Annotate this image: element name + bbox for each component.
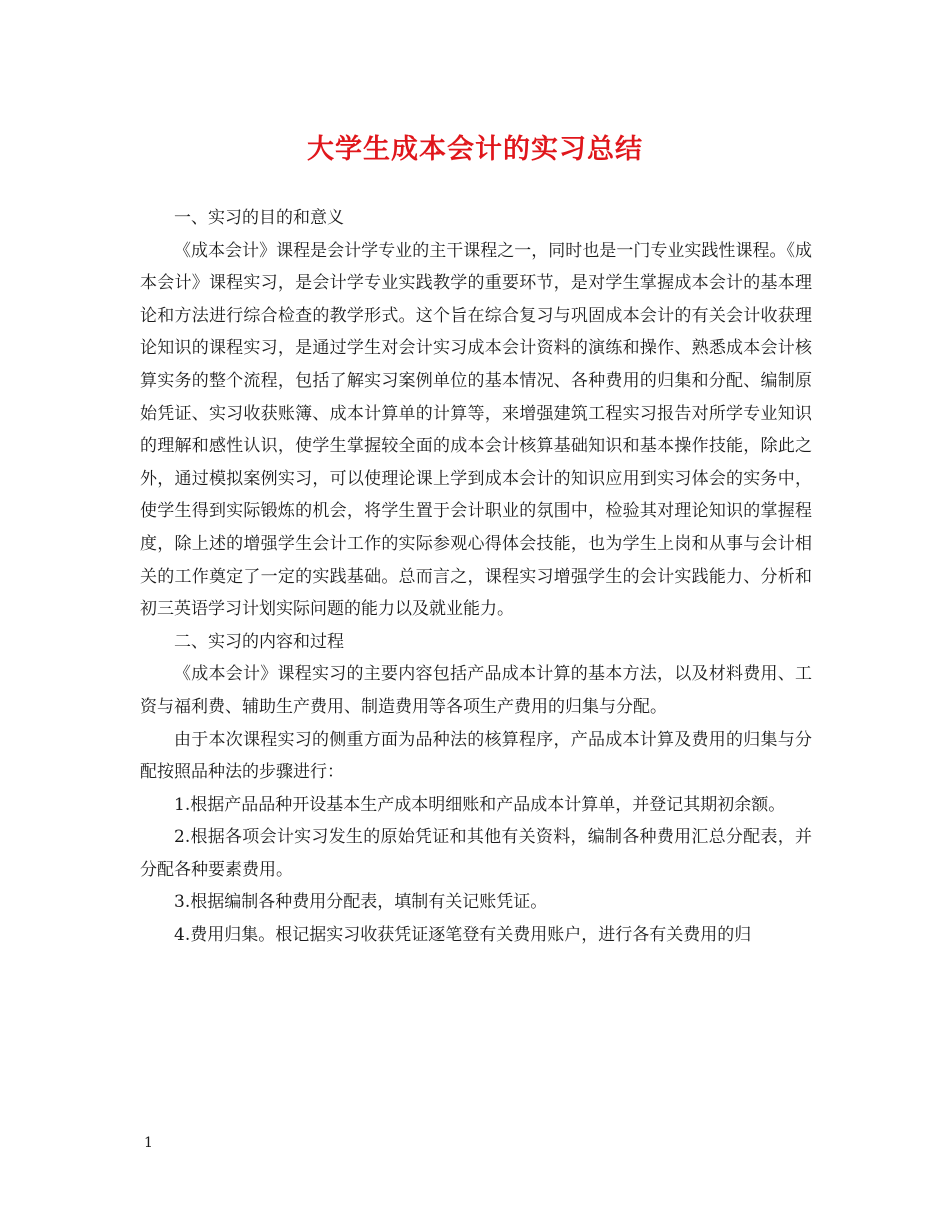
body-paragraph: 由于本次课程实习的侧重方面为品种法的核算程序，产品成本计算及费用的归集与分配按照品种法的步骤进行： — [140, 729, 812, 783]
body-paragraph: 《成本会计》课程是会计学专业的主干课程之一，同时也是一门专业实践性课程。《成本会计》课程实习，是会计学专业实践教学的重要环节，是对学生掌握成本会计的基本理论和方法进行综合检查的教学形式。这个旨在综合复习与巩固成本会计的有关会计收获理论知识的课程实习，是通过学生对会计实习成本会计资料的演练和操作、熟悉成本会计核算实务的整个流程，包括了解实习案例单位的基本情况、各种费用的归集和分配、编制原始凭证、实习收获账簿、成本计算单的计算等，来增强建筑工程实习报告对所学专业知识的理解和感性认识，使学生掌握较全面的成本会计核算基础知识和基本操作技能，除此之外，通过模拟案例实习，可以使理论课上学到成本会计的知识应用到实习体会的实务中，使学生得到实际锻炼的机会，将学生置于会计职业的氛围中，检验其对理论知识的掌握程度，除上述的增强学生会计工作的实际参观心得体会技能，也为学生上岗和从事与会计相关的工作奠定了一定的实践基础。总而言之，课程实习增强学生的会计实践能力、分析和初三英语学习计划实际问题的能力以及就业能力。 — [140, 240, 812, 620]
list-item: 3.根据编制各种费用分配表，填制有关记账凭证。 — [174, 892, 548, 913]
document-body — [140, 202, 812, 952]
body-paragraph: 《成本会计》课程实习的主要内容包括产品成本计算的基本方法，以及材料费用、工资与福利费、辅助生产费用、制造费用等各项生产费用的归集与分配。 — [140, 664, 812, 717]
document-title: 大学生成本会计的实习总结 — [307, 134, 643, 165]
list-item: 4.费用归集。根记据实习收获凭证逐笔登有关费用账户，进行各有关费用的归 — [174, 925, 752, 946]
list-item: 2.根据各项会计实习发生的原始凭证和其他有关资料，编制各种费用汇总分配表，并分配各种要素费用。 — [140, 827, 812, 880]
page-number: 1 — [144, 1135, 153, 1151]
section-heading-content: 二、实习的内容和过程 — [174, 631, 344, 652]
list-item: 1.根据产品品种开设基本生产成本明细账和产品成本计算单，并登记其期初余额。 — [174, 794, 786, 815]
section-heading-purpose: 一、实习的目的和意义 — [174, 208, 344, 228]
